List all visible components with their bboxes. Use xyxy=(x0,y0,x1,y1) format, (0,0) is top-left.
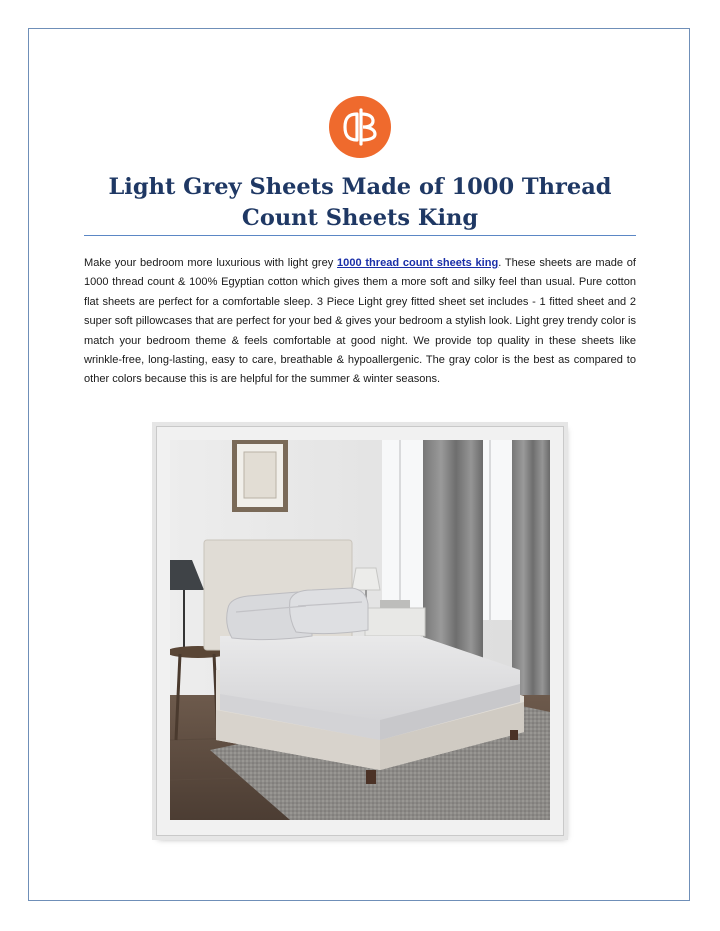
thread-count-sheets-link[interactable]: 1000 thread count sheets king xyxy=(337,257,499,269)
title-divider xyxy=(84,235,636,236)
body-text-after-link: . These sheets are made of 1000 thread count & 100% Egyptian cotton which gives them a more soft and silky feel than usual. Pure cotton flat sheets are perfect for a comfortable sleep. 3 Piece Light grey fitted sheet set includes - 1 fitted sheet and 2 super soft pillowcases that are perfect for your bed & gives your bedroom a stylish look. Light grey trendy color is match your bedroom theme & feels comfortable at good night. We provide top quality in these sheets like wrinkle-free, long-lasting, easy to care, breathable & hypoallergenic. The gray color is the best as compared to other colors because this is are helpful for the summer & winter seasons. xyxy=(84,257,636,386)
title-line-1: Light Grey Sheets Made of 1000 Thread xyxy=(108,174,612,200)
body-text-before-link: Make your bedroom more luxurious with light grey xyxy=(84,257,338,269)
body-paragraph xyxy=(84,254,636,390)
db-monogram-logo-icon xyxy=(329,96,391,158)
brand-logo xyxy=(316,84,404,170)
bedroom-product-photo xyxy=(170,440,550,820)
product-photo-frame xyxy=(156,426,564,836)
title-line-2: Count Sheets King xyxy=(241,205,479,231)
page-title xyxy=(84,172,636,234)
